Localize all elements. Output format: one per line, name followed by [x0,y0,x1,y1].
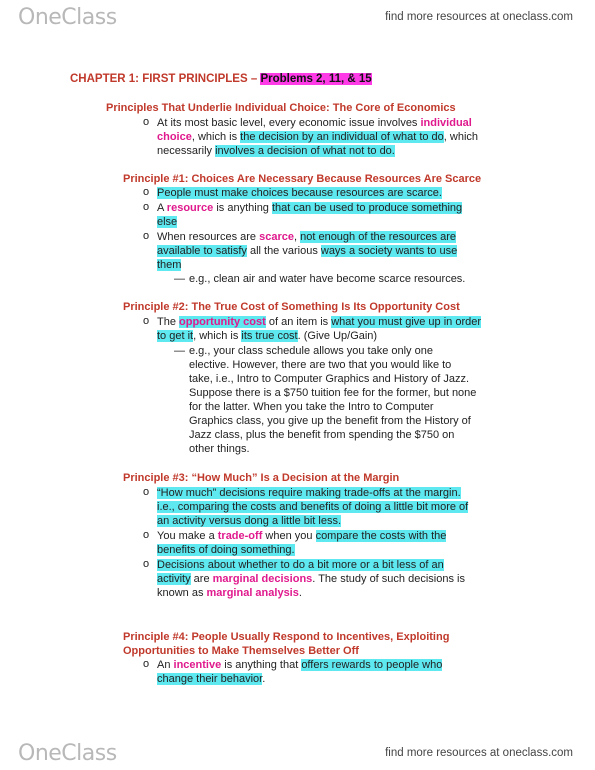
section-heading-principle-4-cont: Opportunities to Make Themselves Better Off [123,645,359,657]
bullet-icon: o [143,558,150,570]
example-line: take, i.e., Intro to Computer Graphics and History of Jazz. [189,373,470,385]
section-heading-principle-4: Principle #4: People Usually Respond to Incentives, Exploiting [123,631,450,643]
header-tagline[interactable]: find more resources at oneclass.com [385,11,573,23]
dash-icon: — [174,273,185,285]
paragraph-line: When resources are scarce, not enough of the resources are [157,231,457,243]
paragraph-line: known as marginal analysis. [157,587,302,599]
bullet-icon: o [143,230,150,242]
paragraph-line: to get it, which is its true cost. (Give Up/Gain) [157,330,378,342]
problems-highlight: Problems 2, 11, & 15 [260,73,372,85]
paragraph-line: People must make choices because resources are scarce. [157,187,442,199]
footer-tagline[interactable]: find more resources at oneclass.com [385,747,573,759]
bullet-icon: o [143,315,150,327]
bullet-icon: o [143,529,150,541]
paragraph-line: An incentive is anything that offers rewards to people who [157,659,443,671]
paragraph-line: available to satisfy all the various ways a society wants to use [157,245,458,257]
section-heading-core: Principles That Underlie Individual Choice: The Core of Economics [106,102,456,114]
bullet-icon: o [143,658,150,670]
example-line: other things. [189,443,250,455]
section-heading-principle-1: Principle #1: Choices Are Necessary Because Resources Are Scarce [123,173,482,185]
example-line: e.g., your class schedule allows you take only one [189,345,433,357]
paragraph-line: “How much” decisions require making trade-offs at the margin. [157,487,461,499]
paragraph-line: an activity versus dong a little bit less. [157,515,342,527]
section-heading-principle-3: Principle #3: “How Much” Is a Decision at the Margin [123,472,400,484]
example-line: elective. However, there are two that you would like to [189,359,452,371]
paragraph-line: Decisions about whether to do a bit more or a bit less of an [157,559,444,571]
bullet-icon: o [143,201,150,213]
bullet-icon: o [143,486,150,498]
paragraph-line: activity are marginal decisions. The study of such decisions is [157,573,465,585]
dash-icon: — [174,345,185,357]
example-line: e.g., clean air and water have become scarce resources. [189,273,466,285]
paragraph-line: i.e., comparing the costs and benefits of doing a little bit more of [157,501,469,513]
paragraph-line: At its most basic level, every economic issue involves individual [157,117,472,129]
paragraph-line: necessarily involves a decision of what not to do. [157,145,395,157]
paragraph-line: You make a trade-off when you compare the costs with the [157,530,447,542]
example-line: for the latter. When you take the Intro to Computer [189,401,434,413]
section-heading-principle-2: Principle #2: The True Cost of Something Is Its Opportunity Cost [123,301,460,313]
example-line: Suppose there is a $750 tuition fee for the former, but none [189,387,477,399]
header-logo: OneClass [18,5,117,30]
paragraph-line: choice, which is the decision by an individual of what to do, which [157,131,479,143]
example-line: Jazz class, plus the benefit from spending the $750 on [189,429,455,441]
paragraph-line: them [157,259,182,271]
bullet-icon: o [143,116,150,128]
chapter-title: CHAPTER 1: FIRST PRINCIPLES – Problems 2, 11, & 15 [70,73,372,85]
paragraph-line: change their behavior. [157,673,266,685]
paragraph-line: A resource is anything that can be used to produce something [157,202,463,214]
footer-logo: OneClass [18,741,117,766]
paragraph-line: else [157,216,178,228]
bullet-icon: o [143,186,150,198]
example-line: Graphics class, you give up the benefit from the History of [189,415,471,427]
paragraph-line: The opportunity cost of an item is what you must give up in order [157,316,482,328]
paragraph-line: benefits of doing something. [157,544,295,556]
